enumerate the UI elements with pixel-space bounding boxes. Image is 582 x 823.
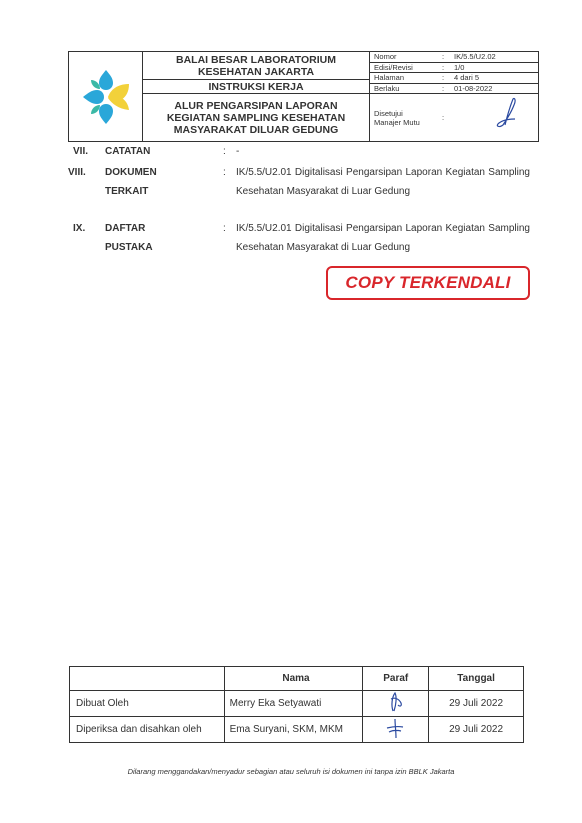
header-empty xyxy=(70,667,225,691)
section-label: DAFTAR PUSTAKA xyxy=(105,223,153,253)
row-paraf xyxy=(363,691,429,717)
section-colon: : xyxy=(223,146,226,157)
meta-approval: Disetujui Manajer Mutu : xyxy=(370,94,538,141)
document-title: ALUR PENGARSIPAN LAPORAN KEGIATAN SAMPLING KESEHATAN MASYARAKAT DILUAR GEDUNG xyxy=(166,99,346,136)
row-name: Ema Suryani, SKM, MKM xyxy=(224,717,363,743)
meta-nomor: Nomor : IK/5.5/U2.02 xyxy=(370,52,538,63)
meta-halaman: Halaman : 4 dari 5 xyxy=(370,73,538,84)
row-paraf xyxy=(363,717,429,743)
row-role: Diperiksa dan disahkan oleh xyxy=(70,717,225,743)
row-date: 29 Juli 2022 xyxy=(429,691,524,717)
manager-signature-icon xyxy=(485,95,525,129)
row-date: 29 Juli 2022 xyxy=(429,717,524,743)
paraf-signature-icon xyxy=(381,691,411,713)
logo-cell xyxy=(69,52,143,141)
table-row xyxy=(70,717,524,743)
section-number: IX. xyxy=(73,223,86,234)
kemenkes-logo-icon xyxy=(75,66,137,128)
section-label-line1: DOKUMEN xyxy=(105,167,157,178)
header-tanggal: Tanggal xyxy=(429,667,524,691)
row-name: Merry Eka Setyawati xyxy=(224,691,363,717)
section-label-line2: TERKAIT xyxy=(105,186,149,197)
row-role: Dibuat Oleh xyxy=(70,691,225,717)
approval-table xyxy=(69,666,524,743)
section-text: IK/5.5/U2.01 Digitalisasi Pengarsipan Laporan Kegiatan Sampling Kesehatan Masyarakat di Luar Gedung xyxy=(236,167,530,197)
header-paraf: Paraf xyxy=(363,667,429,691)
table-header-row xyxy=(70,667,524,691)
copy-controlled-stamp: COPY TERKENDALI xyxy=(326,266,530,300)
paraf-signature-icon xyxy=(381,717,411,739)
institution-name: BALAI BESAR LABORATORIUM KESEHATAN JAKARTA xyxy=(143,52,369,80)
section-text: - xyxy=(236,146,240,157)
header-title-block xyxy=(143,52,370,141)
meta-edisi-revisi: Edisi/Revisi : 1/0 xyxy=(370,63,538,74)
footer-disclaimer: Dilarang menggandakan/menyadur sebagian atau seluruh isi dokumen ini tanpa izin BBLK Jakarta xyxy=(127,767,455,776)
document-metadata xyxy=(370,52,538,141)
section-number: VII. xyxy=(73,146,89,157)
document-type: INSTRUKSI KERJA xyxy=(143,80,369,94)
section-colon: : xyxy=(223,223,226,234)
section-text: IK/5.5/U2.01 Digitalisasi Pengarsipan Laporan Kegiatan Sampling Kesehatan Masyarakat di Luar Gedung xyxy=(236,223,530,253)
document-header xyxy=(68,51,539,142)
section-colon: : xyxy=(223,167,226,178)
meta-berlaku: Berlaku : 01-08-2022 xyxy=(370,84,538,95)
section-number: VIII. xyxy=(68,167,86,178)
table-row xyxy=(70,691,524,717)
section-label: CATATAN xyxy=(105,146,151,157)
header-nama: Nama xyxy=(224,667,363,691)
